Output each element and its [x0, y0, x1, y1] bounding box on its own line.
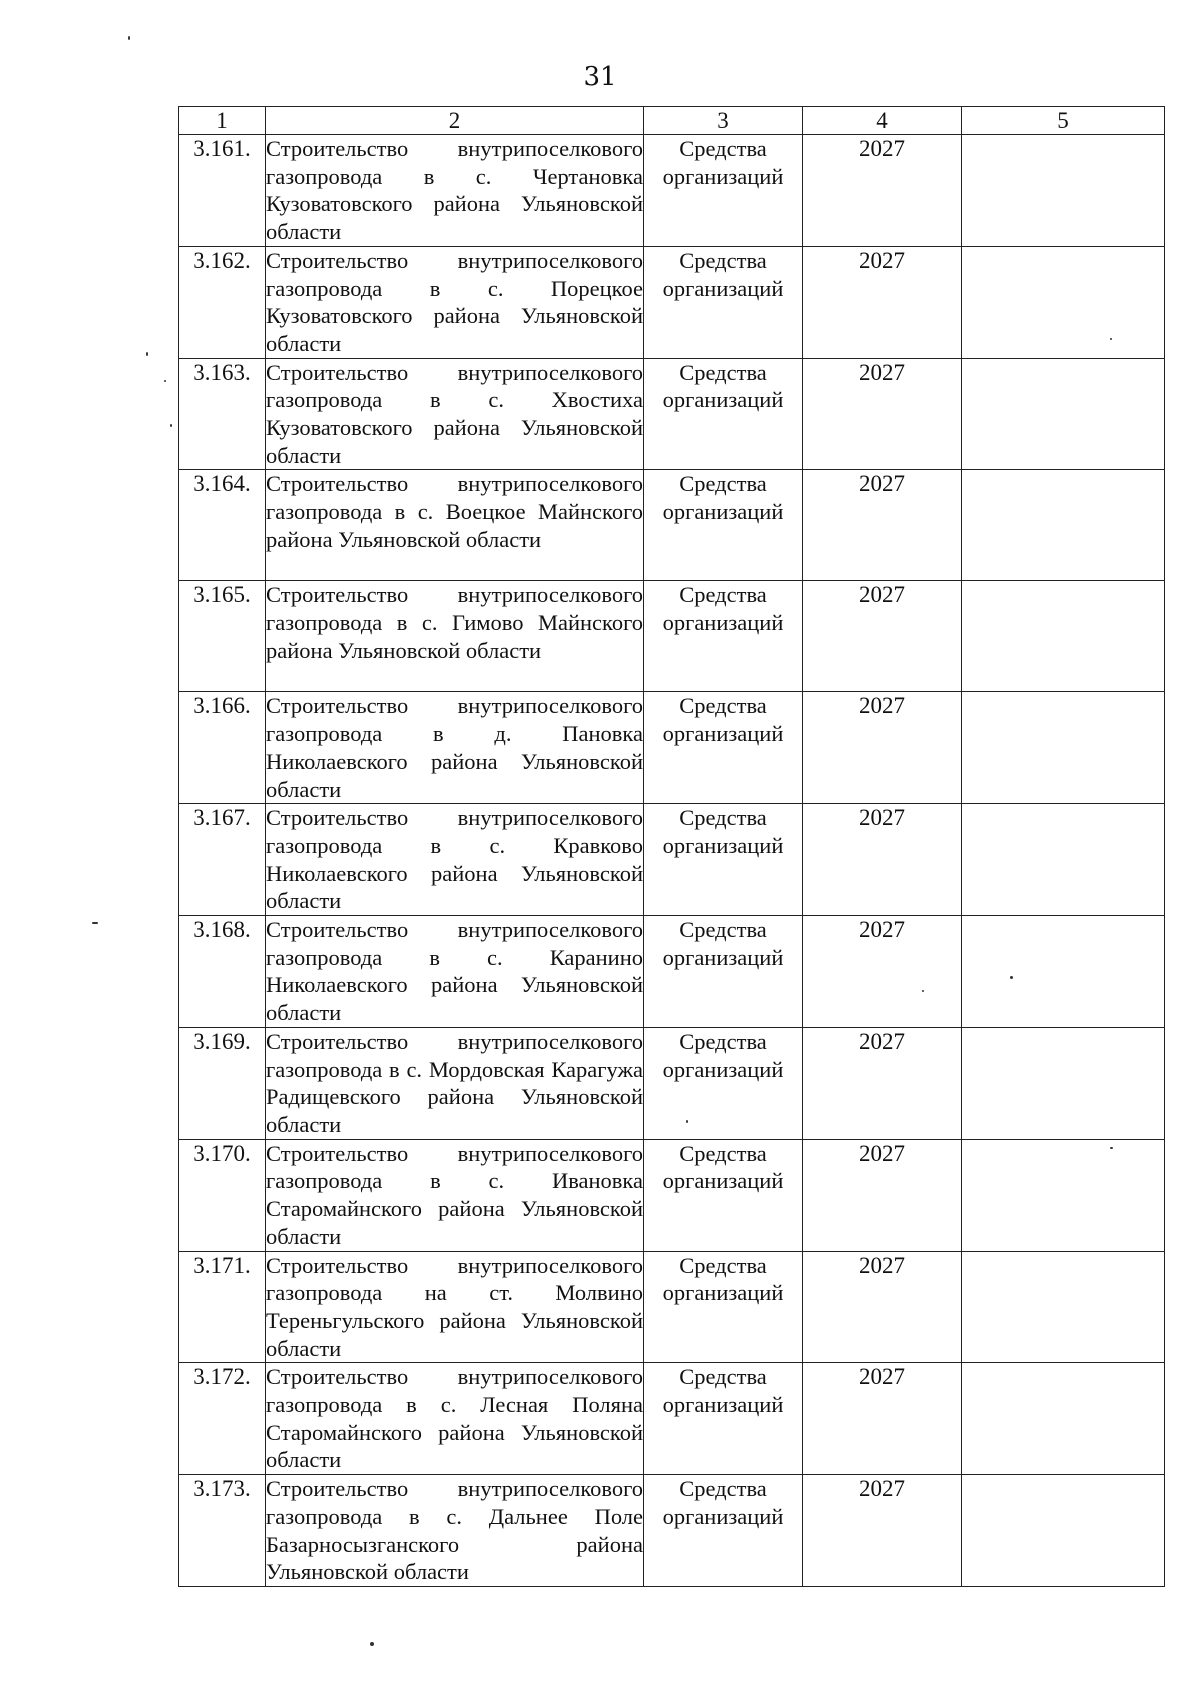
row-number: 3.162.: [179, 246, 266, 358]
row-year: 2027: [803, 358, 962, 470]
scan-speck: [164, 380, 166, 382]
header-col-1: 1: [179, 107, 266, 135]
scan-speck: [1110, 1147, 1113, 1149]
row-note: [962, 1251, 1165, 1363]
table-row: [179, 581, 1165, 692]
table-row: [179, 692, 1165, 804]
items-table: [178, 106, 1165, 1587]
row-funding-source: Средства организаций: [644, 692, 803, 804]
row-number: 3.168.: [179, 916, 266, 1028]
row-funding-source: Средства организаций: [644, 1475, 803, 1587]
row-year: 2027: [803, 470, 962, 581]
scan-speck: [1010, 976, 1013, 979]
scan-speck: [170, 424, 172, 427]
row-description: Строительство внутрипоселкового газопровода в с. Хвостиха Кузоватовского района Ульяновской области: [266, 358, 644, 470]
row-description: Строительство внутрипоселкового газопровода в с. Кравково Николаевского района Ульяновской области: [266, 804, 644, 916]
header-row: [179, 107, 1165, 135]
row-funding-source: Средства организаций: [644, 246, 803, 358]
row-note: [962, 1475, 1165, 1587]
table-row: [179, 1475, 1165, 1587]
table-row: [179, 470, 1165, 581]
table-row: [179, 1139, 1165, 1251]
row-year: 2027: [803, 692, 962, 804]
row-funding-source: Средства организаций: [644, 470, 803, 581]
row-description: Строительство внутрипоселкового газопровода в с. Чертановка Кузоватовского района Ульяновской области: [266, 135, 644, 247]
row-description: Строительство внутрипоселкового газопровода в с. Дальнее Поле Базарносызганского района Ульяновской области: [266, 1475, 644, 1587]
row-description: Строительство внутрипоселкового газопровода в с. Лесная Поляна Старомайнского района Ульяновской области: [266, 1363, 644, 1475]
row-year: 2027: [803, 135, 962, 247]
row-note: [962, 358, 1165, 470]
row-funding-source: Средства организаций: [644, 1251, 803, 1363]
row-year: 2027: [803, 581, 962, 692]
row-number: 3.163.: [179, 358, 266, 470]
row-number: 3.161.: [179, 135, 266, 247]
row-note: [962, 470, 1165, 581]
row-funding-source: Средства организаций: [644, 135, 803, 247]
row-note: [962, 804, 1165, 916]
row-funding-source: Средства организаций: [644, 804, 803, 916]
row-number: 3.166.: [179, 692, 266, 804]
row-funding-source: Средства организаций: [644, 1027, 803, 1139]
row-note: [962, 692, 1165, 804]
header-col-3: 3: [644, 107, 803, 135]
row-description: Строительство внутрипоселкового газопровода в с. Порецкое Кузоватовского района Ульяновской области: [266, 246, 644, 358]
table-row: [179, 916, 1165, 1028]
scan-speck: [1110, 338, 1112, 340]
row-year: 2027: [803, 804, 962, 916]
row-description: Строительство внутрипоселкового газопровода в д. Пановка Николаевского района Ульяновской области: [266, 692, 644, 804]
row-note: [962, 916, 1165, 1028]
table-row: [179, 358, 1165, 470]
row-description: Строительство внутрипоселкового газопровода на ст. Молвино Тереньгульского района Ульяновской области: [266, 1251, 644, 1363]
table-row: [179, 1027, 1165, 1139]
row-note: [962, 1027, 1165, 1139]
scan-speck: [128, 36, 130, 40]
row-note: [962, 581, 1165, 692]
row-year: 2027: [803, 1027, 962, 1139]
row-note: [962, 246, 1165, 358]
row-year: 2027: [803, 1139, 962, 1251]
row-number: 3.165.: [179, 581, 266, 692]
row-description: Строительство внутрипоселкового газопровода в с. Ивановка Старомайнского района Ульяновской области: [266, 1139, 644, 1251]
row-year: 2027: [803, 246, 962, 358]
header-col-5: 5: [962, 107, 1165, 135]
row-number: 3.173.: [179, 1475, 266, 1587]
table-row: [179, 1251, 1165, 1363]
row-funding-source: Средства организаций: [644, 1363, 803, 1475]
row-number: 3.171.: [179, 1251, 266, 1363]
row-number: 3.169.: [179, 1027, 266, 1139]
row-funding-source: Средства организаций: [644, 581, 803, 692]
table-header: [179, 107, 1165, 135]
row-funding-source: Средства организаций: [644, 358, 803, 470]
row-number: 3.170.: [179, 1139, 266, 1251]
row-note: [962, 1363, 1165, 1475]
scan-speck: [146, 352, 148, 356]
row-funding-source: Средства организаций: [644, 916, 803, 1028]
row-year: 2027: [803, 1475, 962, 1587]
scan-speck: [922, 990, 924, 992]
row-description: Строительство внутрипоселкового газопровода в с. Гимово Майнского района Ульяновской области: [266, 581, 644, 692]
scan-speck: [686, 1120, 688, 1123]
row-funding-source: Средства организаций: [644, 1139, 803, 1251]
table-row: [179, 246, 1165, 358]
header-col-2: 2: [266, 107, 644, 135]
row-number: 3.172.: [179, 1363, 266, 1475]
table-row: [179, 135, 1165, 247]
row-year: 2027: [803, 1363, 962, 1475]
row-note: [962, 135, 1165, 247]
page-number: 31: [583, 62, 617, 92]
table-row: [179, 1363, 1165, 1475]
row-description: Строительство внутрипоселкового газопровода в с. Каранино Николаевского района Ульяновской области: [266, 916, 644, 1028]
row-note: [962, 1139, 1165, 1251]
table-row: [179, 804, 1165, 916]
header-col-4: 4: [803, 107, 962, 135]
row-number: 3.164.: [179, 470, 266, 581]
table-body: [179, 135, 1165, 1587]
row-year: 2027: [803, 1251, 962, 1363]
row-number: 3.167.: [179, 804, 266, 916]
scan-speck: [92, 922, 98, 924]
scan-speck: [370, 1642, 374, 1646]
row-description: Строительство внутрипоселкового газопровода в с. Мордовская Карагужа Радищевского района Ульяновской области: [266, 1027, 644, 1139]
row-year: 2027: [803, 916, 962, 1028]
row-description: Строительство внутрипоселкового газопровода в с. Воецкое Майнского района Ульяновской области: [266, 470, 644, 581]
